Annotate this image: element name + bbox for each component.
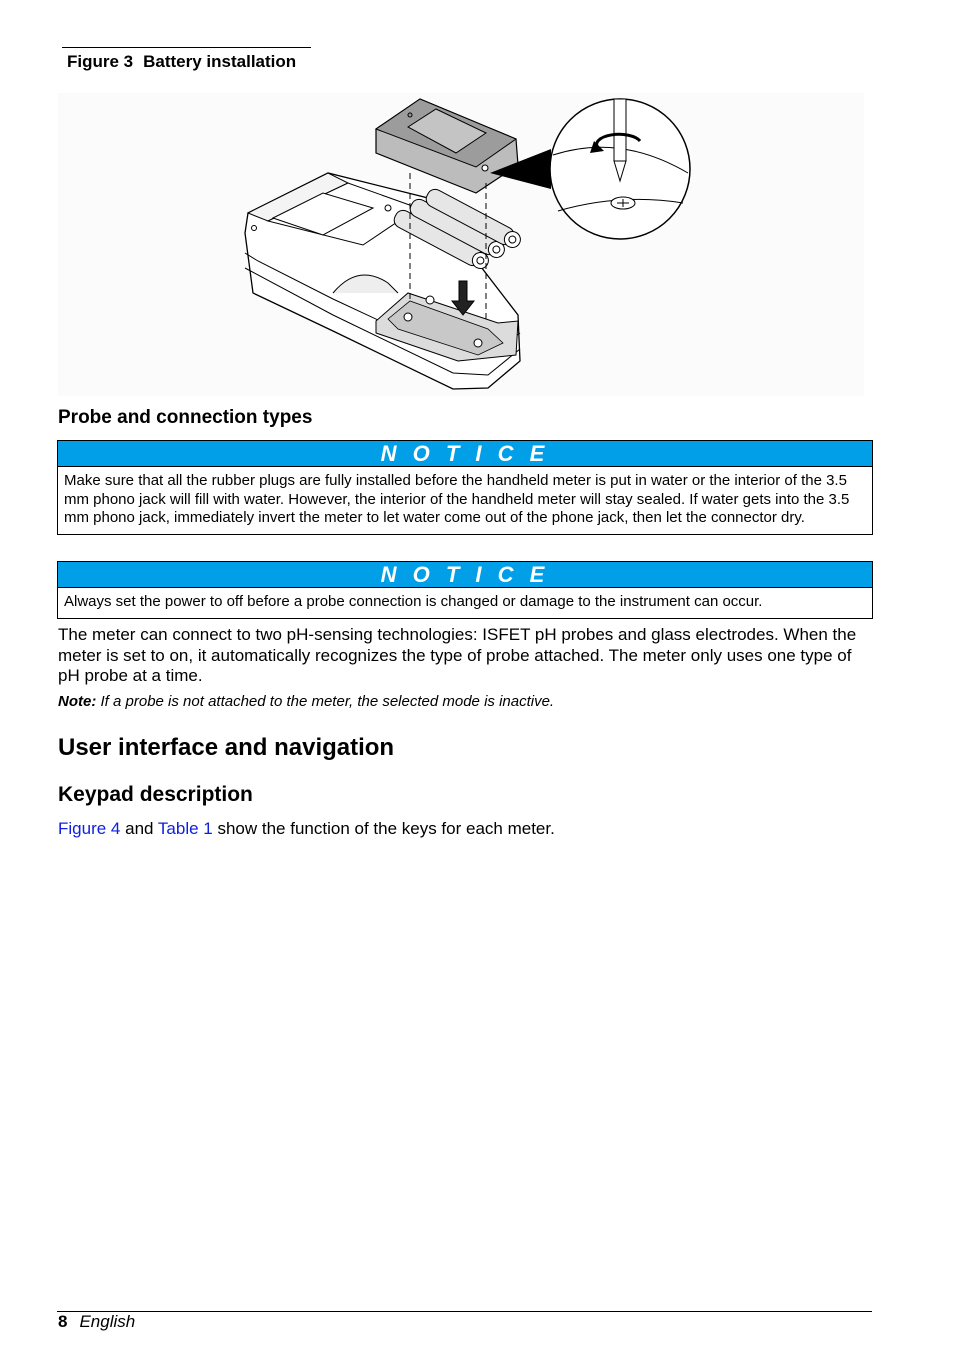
notice-text: Always set the power to off before a probe connection is changed or damage to the instrument can occur. [64, 593, 763, 610]
section-heading-probe: Probe and connection types [58, 407, 313, 428]
note-label: Note: [58, 693, 97, 710]
section-heading-keypad: Keypad description [58, 783, 253, 806]
notice-header: N O T I C E [58, 562, 872, 588]
keypad-intro [58, 819, 555, 839]
keypad-intro-tail: show the function of the keys for each meter. [217, 819, 555, 838]
battery-installation-drawing [58, 93, 864, 396]
figure-number: Figure 3 [67, 52, 134, 71]
page-number: 8 [58, 1312, 68, 1331]
note-text: If a probe is not attached to the meter, the selected mode is inactive. [100, 693, 555, 710]
figure-caption-rule [62, 47, 311, 48]
footer-language: English [79, 1312, 136, 1331]
figure-title: Battery installation [143, 52, 297, 71]
table-1-link[interactable]: Table 1 [157, 819, 213, 838]
notice-box [57, 561, 873, 619]
section-heading-ui: User interface and navigation [58, 734, 395, 761]
body-paragraph: The meter can connect to two pH-sensing technologies: ISFET pH probes and glass electrodes. When the meter is set to on, it automatically recognizes the type of probe attached. The meter only uses one type of pH probe at a time. [58, 625, 857, 685]
page-footer [58, 1312, 135, 1332]
figure-caption [67, 52, 296, 72]
footer-rule [57, 1311, 872, 1312]
screwdriver-detail-icon [550, 99, 690, 239]
note [58, 693, 554, 710]
battery-installation-illustration [58, 93, 864, 396]
notice-box [57, 440, 873, 535]
figure-4-link[interactable]: Figure 4 [58, 819, 121, 838]
notice-text: Make sure that all the rubber plugs are fully installed before the handheld meter is put in water or the interior of the 3.5 mm phono jack will fill with water. However, the interior of the handheld meter will stay sealed. If water gets into the 3.5 mm phono jack, immediately invert the meter to let water come out of the phone jack, then let the connector dry. [64, 472, 850, 526]
notice-header: N O T I C E [58, 441, 872, 467]
and-text: and [125, 819, 154, 838]
